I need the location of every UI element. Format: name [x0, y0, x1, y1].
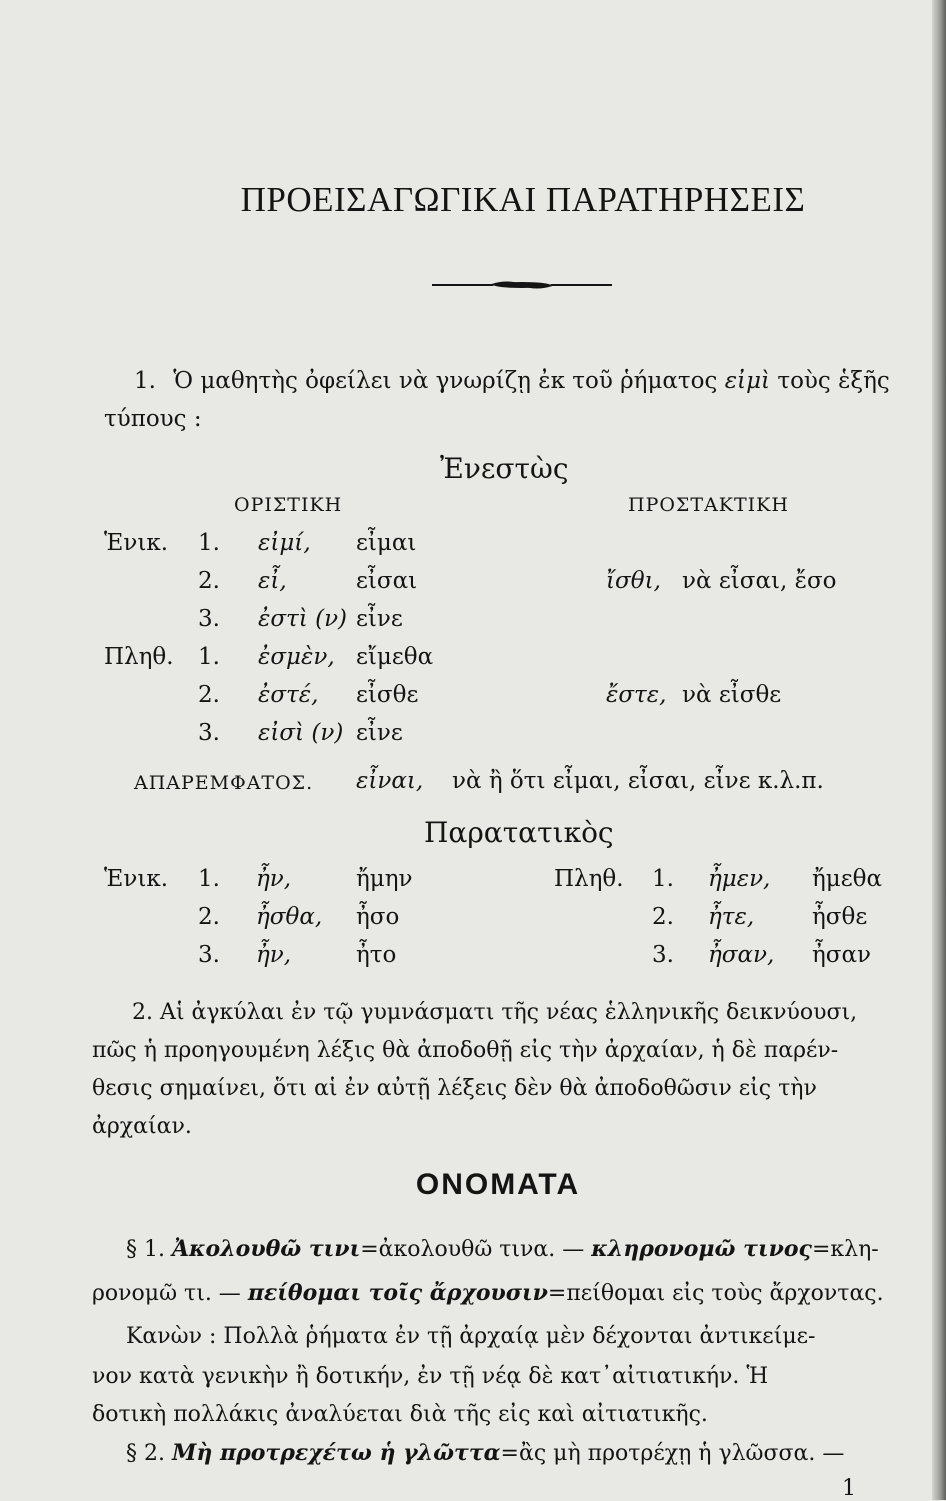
present-num: 3. — [198, 606, 220, 632]
present-ancient: εἰσὶ (ν) — [258, 720, 344, 746]
imperfect-modern: ἦσθε — [812, 904, 868, 930]
present-modern: εἶμαι — [356, 530, 417, 556]
present-ancient: ἐστέ, — [258, 682, 319, 708]
section-p1-line2: ρονομῶ τι. — πείθομαι τοῖς ἄρχουσιν=πείθομαι εἰς τοὺς ἄρχοντας. — [92, 1280, 884, 1306]
title-ornament — [432, 278, 612, 292]
imperfect-heading: Παρατατικὸς — [424, 816, 614, 849]
imperfect-modern: ἦτο — [356, 942, 397, 968]
imperfect-num: 1. — [652, 866, 674, 892]
present-num: 1. — [198, 644, 220, 670]
imperfect-modern: ἦσο — [356, 904, 400, 930]
note2-line: ἀρχαίαν. — [92, 1114, 192, 1139]
present-group-plural: Πληθ. — [104, 644, 174, 670]
infinitive-ancient: εἶναι, — [356, 768, 424, 794]
imperfect-ancient: ἦτε, — [708, 904, 755, 930]
imperfect-sing-label: Ἑνικ. — [104, 866, 169, 892]
present-num: 1. — [198, 530, 220, 556]
imperfect-num: 2. — [198, 904, 220, 930]
present-num: 3. — [198, 720, 220, 746]
present-modern: εἴμεθα — [356, 644, 434, 670]
present-group-sing: Ἑνικ. — [104, 530, 169, 556]
page-number: 1 — [842, 1476, 856, 1501]
imperfect-ancient: ἦσαν, — [708, 942, 775, 968]
imperfect-ancient: ἦσθα, — [256, 904, 323, 930]
section-title: ΟΝΟΜΑΤΑ — [415, 1168, 581, 1201]
section-p2-line1: § 2. Μὴ προτρεχέτω ἡ γλῶττα=ἂς μὴ προτρέχῃ ἡ γλῶσσα. — — [126, 1440, 845, 1466]
present-modern: εἶσαι — [356, 568, 418, 594]
indicative-label: ΟΡΙΣΤΙΚΗ — [234, 494, 343, 516]
imperative-modern: νὰ εἶσαι, ἔσο — [682, 568, 837, 594]
note2-line: 2. Αἱ ἀγκύλαι ἐν τῷ γυμνάσματι τῆς νέας ἑλληνικῆς δεικνύουσι, — [132, 1000, 858, 1025]
imperative-ancient: ἴσθι, — [606, 568, 661, 594]
imperfect-num: 3. — [198, 942, 220, 968]
imperative-ancient: ἔστε, — [606, 682, 667, 708]
present-modern: εἶνε — [356, 606, 403, 632]
imperfect-plural-label: Πληθ. — [554, 866, 624, 892]
note2-line: θεσις σημαίνει, ὅτι αἱ ἐν αὐτῇ λέξεις δὲν θὰ ἀποδοθῶσιν εἰς τὴν — [92, 1076, 817, 1101]
present-modern: εἶσθε — [356, 682, 419, 708]
page-title: ΠΡΟΕΙΣΑΓΩΓΙΚΑΙ ΠΑΡΑΤΗΡΗΣΕΙΣ — [240, 180, 806, 219]
present-ancient: εἰμί, — [258, 530, 311, 556]
present-modern: εἶνε — [356, 720, 403, 746]
intro-line-1: 1. Ὁ μαθητὴς ὀφείλει νὰ γνωρίζῃ ἐκ τοῦ ῥήματος εἰμὶ τοὺς ἑξῆς — [134, 368, 890, 394]
imperfect-modern: ἤμην — [356, 866, 413, 892]
present-ancient: ἐστὶ (ν) — [258, 606, 348, 632]
present-num: 2. — [198, 568, 220, 594]
imperfect-ancient: ἦμεν, — [708, 866, 771, 892]
intro-line-2: τύπους : — [104, 406, 202, 432]
imperfect-ancient: ἦν, — [256, 942, 292, 968]
imperfect-num: 1. — [198, 866, 220, 892]
rule-line: Κανὼν : Πολλὰ ῥήματα ἐν τῇ ἀρχαίᾳ μὲν δέχονται ἀντικείμε- — [126, 1324, 816, 1349]
present-num: 2. — [198, 682, 220, 708]
infinitive-label: ΑΠΑΡΕΜΦΑΤΟΣ. — [134, 772, 314, 794]
imperfect-num: 2. — [652, 904, 674, 930]
present-ancient: ἐσμὲν, — [258, 644, 335, 670]
imperfect-modern: ἦσαν — [812, 942, 871, 968]
infinitive-modern: νὰ ἢ ὅτι εἶμαι, εἶσαι, εἶνε κ.λ.π. — [452, 768, 824, 794]
imperfect-num: 3. — [652, 942, 674, 968]
imperfect-ancient: ἦν, — [256, 866, 292, 892]
imperative-label: ΠΡΟΣΤΑΚΤΙΚΗ — [628, 494, 789, 516]
present-ancient: εἶ, — [258, 568, 287, 594]
rule-line: δοτικὴ πολλάκις ἀναλύεται διὰ τῆς εἰς καὶ αἰτιατικῆς. — [92, 1402, 708, 1427]
rule-line: νον κατὰ γενικὴν ἢ δοτικήν, ἐν τῇ νέᾳ δὲ κατ᾽αἰτιατικήν. Ἡ — [92, 1364, 769, 1389]
present-heading: Ἐνεστὼς — [440, 452, 569, 485]
section-p1-line1: § 1. Ἀκολουθῶ τινι=ἀκολουθῶ τινα. — κληρονομῶ τινος=κλη- — [126, 1236, 879, 1262]
imperative-modern: νὰ εἶσθε — [682, 682, 782, 708]
book-spine-shadow — [932, 0, 946, 1500]
note2-line: πῶς ἡ προηγουμένη λέξις θὰ ἀποδοθῇ εἰς τὴν ἀρχαίαν, ἡ δὲ παρέν- — [92, 1038, 839, 1063]
imperfect-modern: ἤμεθα — [812, 866, 883, 892]
